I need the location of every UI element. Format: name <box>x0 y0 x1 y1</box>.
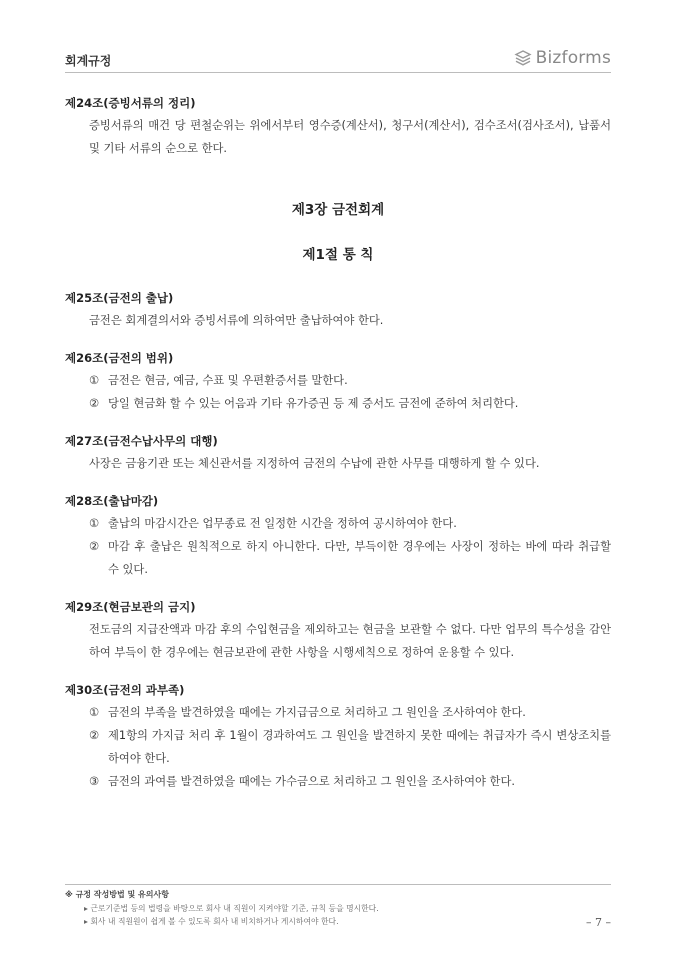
list-item <box>89 512 611 535</box>
article-title: 제24조(증빙서류의 정리) <box>65 96 196 110</box>
item-number: ① <box>89 374 100 387</box>
article-title: 제29조(현금보관의 금지) <box>65 600 196 614</box>
list-item <box>89 369 611 392</box>
article-body: 금전은 회계결의서와 증빙서류에 의하여만 출납하여야 한다. <box>89 314 384 327</box>
article-27 <box>65 432 611 475</box>
brand-logo <box>514 48 611 68</box>
list-item <box>89 392 611 415</box>
item-number: ② <box>89 397 100 410</box>
article-body: 증빙서류의 매건 당 편철순위는 위에서부터 영수증(계산서), 청구서(계산서), 검수조서(검사조서), 납품서 및 기타 서류의 순으로 한다. <box>89 119 611 155</box>
article-title: 제27조(금전수납사무의 대행) <box>65 434 218 448</box>
section-heading: 제1절 통 칙 <box>302 247 374 263</box>
item-text: 당일 현금화 할 수 있는 어음과 기타 유가증권 등 제 증서도 금전에 준하여 처리한다. <box>108 397 519 410</box>
document-title: 회계규정 <box>65 54 112 68</box>
item-number: ① <box>89 706 100 719</box>
footer-note-title: ※ 규정 작성방법 및 유의사항 <box>65 890 169 899</box>
stack-logo-icon <box>514 49 532 67</box>
document-body <box>65 94 611 793</box>
item-text: 마감 후 출납은 원칙적으로 하지 아니한다. 다만, 부득이한 경우에는 사장이 정하는 바에 따라 취급할 수 있다. <box>108 540 611 576</box>
article-body: 사장은 금융기관 또는 체신관서를 지정하여 금전의 수납에 관한 사무를 대행하게 할 수 있다. <box>89 457 540 470</box>
item-text: 금전의 부족을 발견하였을 때에는 가지급금으로 처리하고 그 원인을 조사하여야 한다. <box>108 706 526 719</box>
article-29 <box>65 598 611 664</box>
article-25 <box>65 289 611 332</box>
list-item <box>89 701 611 724</box>
brand-name: Bizforms <box>535 48 611 68</box>
article-26 <box>65 349 611 415</box>
article-24 <box>65 94 611 160</box>
item-number: ② <box>89 729 100 742</box>
item-text: 금전은 현금, 예금, 수표 및 우편환증서를 말한다. <box>108 374 348 387</box>
chapter-heading: 제3장 금전회계 <box>291 202 385 218</box>
article-30 <box>65 681 611 793</box>
list-item <box>89 770 611 793</box>
page-number: – 7 – <box>586 916 611 929</box>
article-title: 제25조(금전의 출납) <box>65 291 174 305</box>
header-divider <box>65 72 611 73</box>
item-number: ② <box>89 540 100 553</box>
header-bar <box>65 48 611 74</box>
article-body: 전도금의 지급잔액과 마감 후의 수입현금을 제외하고는 현금을 보관할 수 없다. 다만 업무의 특수성을 감안하여 부득이 한 경우에는 현금보관에 관한 사항을 시행세칙으로 정하여 운용할 수 있다. <box>89 623 611 659</box>
footer-divider <box>65 884 611 885</box>
list-item <box>89 724 611 770</box>
footer-note: ▸ 회사 내 직원원이 쉽게 볼 수 있도록 회사 내 비치하거나 게시하여야 한다. <box>84 917 339 926</box>
list-item <box>89 535 611 581</box>
item-text: 출납의 마감시간은 업무종료 전 일정한 시간을 정하여 공시하여야 한다. <box>108 517 457 530</box>
item-number: ① <box>89 517 100 530</box>
footer-note: ▸ 근로기준법 등의 법령을 바탕으로 회사 내 직원이 지켜야할 기준, 규칙 등을 명시한다. <box>84 904 379 913</box>
item-number: ③ <box>89 775 100 788</box>
item-text: 제1항의 가지급 처리 후 1월이 경과하여도 그 원인을 발견하지 못한 때에는 취급자가 즉시 변상조치를 하여야 한다. <box>108 729 611 765</box>
article-28 <box>65 492 611 581</box>
article-title: 제30조(금전의 과부족) <box>65 683 185 697</box>
article-title: 제26조(금전의 범위) <box>65 351 174 365</box>
item-text: 금전의 과여를 발견하였을 때에는 가수금으로 처리하고 그 원인을 조사하여야 한다. <box>108 775 515 788</box>
article-title: 제28조(출납마감) <box>65 494 159 508</box>
